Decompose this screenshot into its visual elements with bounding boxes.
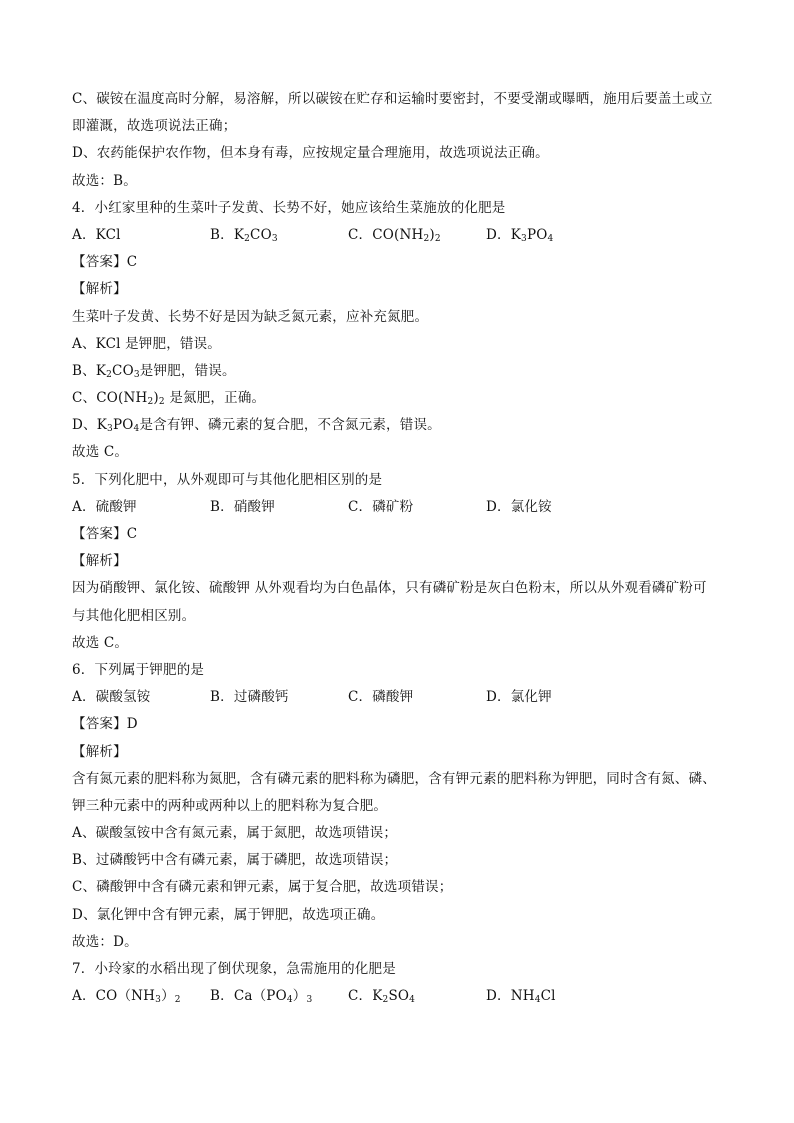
option-d: D．$K_3PO_4$ — [486, 226, 554, 244]
question-6-stem: 6．下列属于钾肥的是 — [72, 661, 205, 678]
explanation-line: 生菜叶子发黄、长势不好是因为缺乏氮元素，应补充氮肥。 — [72, 308, 429, 325]
question-5-stem: 5．下列化肥中，从外观即可与其他化肥相区别的是 — [72, 471, 383, 488]
explanation-line: 钾三种元素中的两种或两种以上的肥料称为复合肥。 — [72, 797, 388, 814]
document-page — [72, 86, 732, 1010]
option-d: D．氯化钾 — [486, 689, 552, 706]
explanation-line: 含有氮元素的肥料称为氮肥，含有磷元素的肥料称为磷肥，含有钾元素的肥料称为钾肥，同时含有氮、磷、 — [72, 770, 716, 787]
text-line: C、碳铵在温度高时分解，易溶解，所以碳铵在贮存和运输时要密封，不要受潮或曝晒，施用后要盖土或立 — [72, 91, 713, 107]
explanation-line: B、过磷酸钙中含有磷元素，属于磷肥，故选项错误； — [72, 852, 398, 869]
explanation-line: A、KCl 是钾肥，错误。 — [72, 335, 222, 352]
question-4-stem: 4．小红家里种的生菜叶子发黄、长势不好，她应该给生菜施放的化肥是 — [72, 199, 506, 216]
answer-label: 【答案】C — [72, 526, 138, 542]
analysis-label: 【解析】 — [72, 553, 127, 570]
analysis-label: 【解析】 — [72, 743, 127, 760]
explanation-line: 与其他化肥相区别。 — [72, 607, 196, 624]
analysis-label: 【解析】 — [72, 281, 127, 298]
explanation-line: C、磷酸钾中含有磷元素和钾元素，属于复合肥，故选项错误； — [72, 879, 453, 896]
option-a: A．硫酸钾 — [72, 498, 137, 515]
text-line: 故选：B。 — [72, 172, 137, 189]
text-line: 即灌溉，故选项说法正确； — [72, 118, 237, 135]
question-7-options — [72, 983, 732, 1010]
option-b: B．过磷酸钙 — [210, 689, 289, 706]
option-a: A．$CO(NH_3)_2$ — [72, 988, 181, 1006]
question-6-options — [72, 684, 732, 711]
explanation-line: D、$K_3PO_4$是含有钾、磷元素的复合肥，不含氮元素，错误。 — [72, 417, 441, 435]
explanation-line: 故选 C。 — [72, 444, 129, 461]
explanation-line: C、$CO(NH_2)_2$ 是氮肥，正确。 — [72, 390, 266, 408]
option-c: C．磷酸钾 — [348, 689, 414, 706]
option-c: C．$K_2SO_4$ — [348, 988, 416, 1006]
question-4-options — [72, 222, 732, 249]
option-b: B．$K_2CO_3$ — [210, 226, 278, 244]
question-7-stem: 7．小玲家的水稻出现了倒伏现象，急需施用的化肥是 — [72, 961, 396, 977]
option-d: D．$NH_4Cl$ — [486, 988, 556, 1006]
answer-label: 【答案】C — [72, 254, 138, 271]
option-c: C．$CO(NH_2)_2$ — [348, 226, 441, 244]
explanation-line: A、碳酸氢铵中含有氮元素，属于氮肥，故选项错误； — [72, 825, 398, 842]
option-c: C．磷矿粉 — [348, 498, 414, 515]
question-5-options — [72, 494, 732, 521]
option-d: D．氯化铵 — [486, 498, 552, 515]
explanation-line: 因为硝酸钾、氯化铵、硫酸钾 从外观看均为白色晶体，只有磷矿粉是灰白色粉末，所以从外观看磷矿粉可 — [72, 580, 707, 597]
option-a: A．KCl — [72, 226, 121, 243]
explanation-line: B、$K_2CO_3$是钾肥，错误。 — [72, 362, 236, 380]
answer-label: 【答案】D — [72, 716, 138, 733]
explanation-line: 故选 C。 — [72, 634, 129, 651]
option-b: B．$Ca(PO_4)_3$ — [210, 988, 313, 1006]
explanation-line: 故选：D。 — [72, 933, 138, 950]
text-line: D、农药能保护农作物，但本身有毒，应按规定量合理施用，故选项说法正确。 — [72, 145, 549, 162]
explanation-line: D、氯化钾中含有钾元素，属于钾肥，故选项正确。 — [72, 906, 385, 923]
option-a: A．碳酸氢铵 — [72, 689, 151, 706]
option-b: B．硝酸钾 — [210, 498, 275, 515]
